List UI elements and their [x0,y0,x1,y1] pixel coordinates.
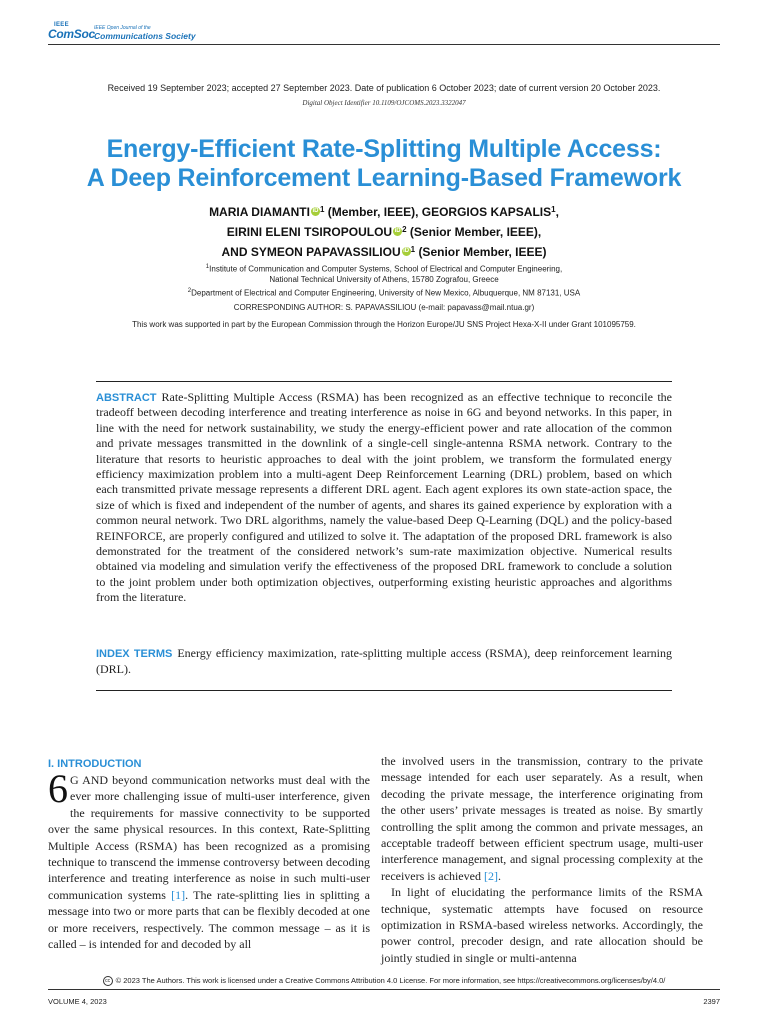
author-line1 [0,201,768,221]
affil-sup: 1 [205,264,210,270]
index-terms-text: Energy efficiency maximization, rate-splitting multiple access (RSMA), deep reinforcement learning (DRL). [96,646,672,676]
affiliation-1-text: Institute of Communication and Computer Systems, School of Electrical and Computer Engineering, [209,264,563,274]
affil-sup: 2 [187,288,192,294]
affil-sup: 2 [402,225,407,234]
author-separator: , [555,205,559,219]
citation-link[interactable]: [1] [171,887,186,902]
title-line1: Energy-Efficient Rate-Splitting Multiple Access: [106,135,662,163]
abstract-bottom-rule [96,690,672,691]
body-text: the involved users in the transmission, contrary to the private message intended for each user separately. As a result, when decoding the private message, the interference originating from the other users’ private messages is treated as noise. By smartly controlling the split among the common and private messages, an acceptable tradeoff between efficient spectrum usage, multi-user interference management, and signal processing complexity at the receivers is achieved [381,754,703,883]
creative-commons-icon: cc [103,976,113,986]
affiliation-1-line1 [0,262,768,275]
section-heading: I. INTRODUCTION [48,758,142,770]
affil-sup: 1 [319,205,325,214]
doi-line: Digital Object Identifier 10.1109/OJCOMS.2023.3322047 [302,99,466,107]
license-text: © 2023 The Authors. This work is licensed under a Creative Commons Attribution 4.0 License. For more information, see https://creativecommons.org/licenses/by/4.0/ [115,976,666,985]
author-role: (Senior Member, IEEE), [409,225,542,239]
index-terms-label: INDEX TERMS [96,648,173,660]
intro-text: G AND beyond communication networks must deal with the ever more challenging issue of multi-user interference, given the requirements for massive connectivity to be supported over the same physical resources. In this context, Rate-Splitting Multiple Access (RSMA) has been recognized as a promising technique to transcend the immense controversy between decoding interference and treating interference as noise in such multi-user communication systems [48,773,370,902]
volume-label: VOLUME 4, 2023 [48,997,107,1006]
author-list [0,201,768,261]
journal-logo [48,22,196,42]
intro-text-cont: . The rate-splitting lies in splitting a message into two or more parts that can be flexibly decoded at one or more receivers, respectively. The common message – as it is called – is intended for and decoded by all [48,887,371,952]
title-line2: A Deep Reinforcement Learning-Based Framework [86,164,682,192]
logo-comsoc-text: ComSoc [48,27,95,41]
header-rule [48,44,720,45]
author-role: (Senior Member, IEEE) [418,245,547,259]
author-name: MARIA DIAMANTI [209,205,310,219]
paper-title [0,135,768,193]
orcid-icon[interactable]: iD [394,228,401,234]
affiliation-1 [0,262,768,285]
license-note [0,976,768,986]
author-line3 [0,241,768,261]
orcid-icon[interactable]: iD [403,248,410,254]
funding-note: This work was supported in part by the European Commission through the Horizon Europe/JU SNS Project Hexa-X-II under Grant 101095759. [132,320,636,329]
orcid-icon[interactable]: iD [312,208,319,214]
affiliation-2 [0,286,768,299]
footer-rule [48,989,720,990]
citation-link[interactable]: [2] [483,868,498,883]
drop-cap: 6 [48,766,68,811]
journal-name [94,25,196,41]
body-column-left [48,756,370,952]
body-paragraph: In light of elucidating the performance limits of the RSMA technique, systematic attempts have focused on resource optimization in RSMA-based wireless networks. Accordingly, the power control, precoder design, and rate allocation should be jointly studied in single or multi-antenna [381,885,703,965]
abstract-top-rule [96,381,672,382]
abstract-label: ABSTRACT [96,392,157,404]
received-dates: Received 19 September 2023; accepted 27 September 2023. Date of publication 6 October 2023; date of current version 20 October 2023. [107,83,661,93]
body-column-right [381,753,703,966]
index-terms [96,645,672,677]
body-text-end: . [497,868,501,883]
affiliation-2-text: Department of Electrical and Computer Engineering, University of New Mexico, Albuquerque, NM 87131, USA [191,288,581,298]
author-line2 [0,221,768,241]
corresponding-author: CORRESPONDING AUTHOR: S. PAPAVASSILIOU (e-mail: papavass@mail.ntua.gr) [233,303,535,312]
author-name: EIRINI ELENI TSIROPOULOU [226,225,393,239]
intro-paragraph [48,766,371,952]
abstract-text: Rate-Splitting Multiple Access (RSMA) has been recognized as an effective technique to reconcile the tradeoff between decoding interference and treating interference as noise in 6G and beyond networks. In this paper, in line with the need for network sustainability, we study the energy-efficient power and rate allocation of the common and private messages transmitted in the downlink of a single-cell single-antenna RSMA network. Contrary to the literature that resorts to heuristic approaches to deal with the joint problem, we transform the formulated energy efficiency maximization problem into a multi-agent Deep Reinforcement Learning (DRL) problem, based on which each transmitted private message represents a different DRL agent. Each agent explores its own state-action space, the size of which is fixed and independent of the number of agents, and shares its gained experience by exploration with a common neural network. Two DRL algorithms, namely the value-based Deep Q-Learning (DQL) and the policy-based REINFORCE, are properly configured and utilized to solve it. The adaptation of the proposed DRL framework is also demonstrated for the treatment of the considered network’s sum-rate maximization objective. Numerical results obtained via modeling and simulation verify the effectiveness of the proposed DRL framework to conclude a solution to the joint problem under both optimization objectives, outperforming existing heuristic approaches and algorithms from the literature. [96,390,672,605]
author-name: AND SYMEON PAPAVASSILIOU [221,245,401,259]
journal-name-line2: Communications Society [94,31,196,41]
affil-sup: 1 [410,245,416,254]
author-role: (Member, IEEE), GEORGIOS KAPSALIS [327,205,552,219]
page-number: 2397 [703,997,720,1006]
logo-ieee-text: IEEE [54,22,69,28]
affil-sup: 1 [551,205,556,214]
body-paragraph [381,753,703,884]
comsoc-logo [48,22,95,42]
abstract [96,390,672,606]
affiliation-1-line2: National Technical University of Athens, 15780 Zografou, Greece [269,274,499,284]
journal-name-line1: IEEE Open Journal of the [94,25,151,31]
